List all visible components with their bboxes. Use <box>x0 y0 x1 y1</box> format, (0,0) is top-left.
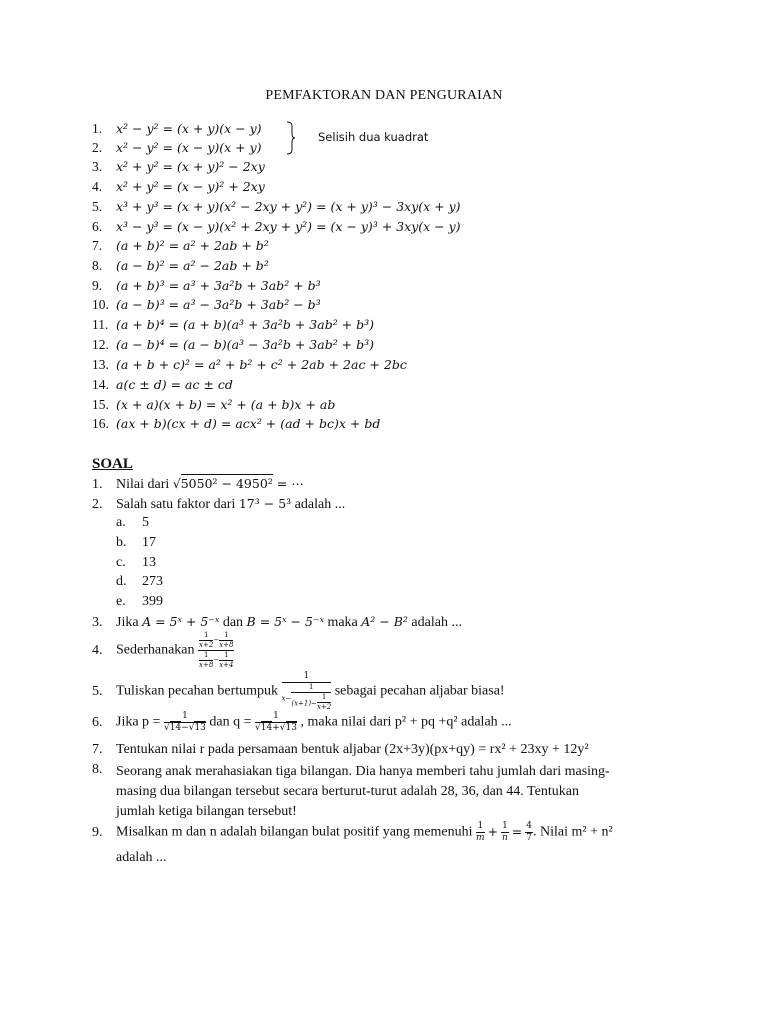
formula-3: 3. x² + y² = (x + y)² − 2xy <box>92 159 265 174</box>
formula-6: 6. x³ − y³ = (x − y)(x² + 2xy + y²) = (x − y)³ + 3xy(x − y) <box>92 219 461 234</box>
question-8-num: 8. <box>92 762 103 777</box>
compound-fraction: $\frac{1}{x+2}$ − $\frac{1}{x+8}$ $\frac{1}{x+8}$ − $\frac{1}{x+4}$ <box>199 631 234 669</box>
q-fraction: $\frac{1}{√14+√13}$ <box>255 711 297 733</box>
question-7: 7. Tentukan nilai r pada persamaan bentuk aljabar (2x+3y)(px+qy) = rx² + 23xy + 12y² <box>92 742 589 757</box>
formula-4: 4. x² + y² = (x − y)² + 2xy <box>92 179 265 194</box>
question-4: 4. Sederhanakan $\frac{1}{x+2}$ − $\frac{1}{x+8}$ $\frac{1}{x+8}$ − $\frac{1}{x+4}$ <box>92 631 234 669</box>
p-fraction: $\frac{1}{√14-√13}$ <box>163 711 206 733</box>
question-2: 2. Salah satu faktor dari 17³ − 5³ adalah ... <box>92 496 346 512</box>
page-title: PEMFAKTORAN DAN PENGURAIAN <box>265 88 503 103</box>
question-5: 5. Tuliskan pecahan bertumpuk 1 x− 1 (x+1)− $\frac{1}{x+2}$ sebagai pecahan aljabar biasa! <box>92 671 505 711</box>
formula-5: 5. x³ + y³ = (x + y)(x² − 2xy + y²) = (x + y)³ − 3xy(x + y) <box>92 199 461 214</box>
option-b: b. 17 <box>116 535 156 550</box>
option-c: c. 13 <box>116 555 156 570</box>
question-9: 9. Misalkan m dan n adalah bilangan bulat positif yang memenuhi $\frac{1}{m}$ + $\frac{1}{n}$ = $\frac{4}{7}$ . Nilai m² + n² <box>92 821 613 843</box>
option-a: a. 5 <box>116 515 149 530</box>
formula-8: 8. (a − b)² = a² − 2ab + b² <box>92 258 269 273</box>
question-9-line2: adalah ... <box>116 850 167 865</box>
option-d: d. 273 <box>116 574 163 589</box>
sqrt-icon: √ <box>172 476 181 491</box>
formula-1: 1. x² − y² = (x + y)(x − y) <box>92 121 262 136</box>
formula-7: 7. (a + b)² = a² + 2ab + b² <box>92 238 269 253</box>
stacked-fraction: 1 x− 1 (x+1)− $\frac{1}{x+2}$ <box>281 671 332 711</box>
formula-15: 15. (x + a)(x + b) = x² + (a + b)x + ab <box>92 397 336 412</box>
formula-11: 11. (a + b)⁴ = (a + b)(a³ + 3a²b + 3ab² + b³) <box>92 317 375 332</box>
formula-10: 10. (a − b)³ = a³ − 3a²b + 3ab² − b³ <box>92 297 321 312</box>
formula-9: 9. (a + b)³ = a³ + 3a²b + 3ab² + b³ <box>92 278 321 293</box>
right-brace-icon <box>287 121 295 155</box>
option-e: e. 399 <box>116 594 163 609</box>
question-1: 1. Nilai dari √5050² − 4950² = ⋯ <box>92 476 304 492</box>
formula-2: 2. x² − y² = (x − y)(x + y) <box>92 140 262 155</box>
formula-16: 16. (ax + b)(cx + d) = acx² + (ad + bc)x + bd <box>92 416 381 431</box>
question-3: 3. Jika A = 5ˣ + 5⁻ˣ dan B = 5ˣ − 5⁻ˣ maka A² − B² adalah ... <box>92 614 462 630</box>
formula-14: 14. a(c ± d) = ac ± cd <box>92 377 233 392</box>
question-6: 6. Jika p = $\frac{1}{√14-√13}$ dan q = $\frac{1}{√14+√13}$ , maka nilai dari p² + pq +q² adalah ... <box>92 711 512 733</box>
formula-13: 13. (a + b + c)² = a² + b² + c² + 2ab + 2ac + 2bc <box>92 357 407 372</box>
brace-label: Selisih dua kuadrat <box>318 130 429 144</box>
formula-12: 12. (a − b)⁴ = (a − b)(a³ − 3a²b + 3ab² + b³) <box>92 337 375 352</box>
question-8: Seorang anak merahasiakan tiga bilangan. Dia hanya memberi tahu jumlah dari masing- masing dua bilangan tersebut secara berturut-turut adalah 28, 36, dan 44. Tentukan jumlah ketiga bilangan tersebut! <box>116 764 610 819</box>
soal-heading: SOAL <box>92 456 133 472</box>
